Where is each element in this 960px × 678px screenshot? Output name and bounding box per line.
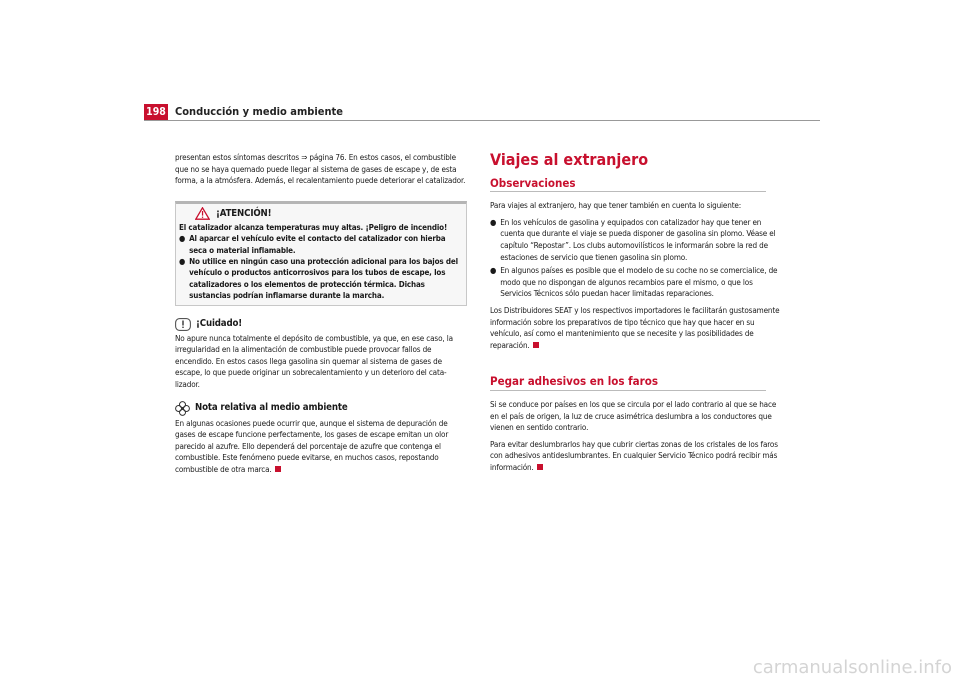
warning-lead: El catalizador alcanza temperaturas muy altas. ¡Peligro de incendio! [179,222,448,232]
end-mark-icon [275,466,281,472]
header-rule [144,120,820,121]
left-column [175,152,467,481]
caution-exclamation-icon [175,318,191,331]
page-header-title: Conducción y medio ambiente [175,105,343,118]
caution-text: No apure nunca totalmente el depósito de combustible, ya que, en ese caso, la irregularidad en la alimentación de combustible puede provocar fallos de encendido. En estos casos llega gasolina sin quemar al sistema de gases de escape, lo que puede originar un sobrecalentamiento y un deterioro del catalizador. [175,332,453,389]
warning-item: ● No utilice en ningún caso una protección adicional para los bajos del vehículo o productos anticorrosivos para los tubos de escape, los catalizadores o los elementos de protección térmica. Dichas sustancias podrían inflamarse durante la marcha. [179,257,458,301]
adhesivos-paragraph-1: Si se conduce por países en los que se circula por el lado contrario al que se hace en el país de origen, la luz de cruce asimétrica deslumbra a los conductores que vienen en sentido contrario. [490,398,777,433]
subsection-heading-observaciones: Observaciones [490,178,766,193]
end-mark-icon [537,464,543,470]
watermark: carmanualsonline.info [752,657,952,678]
environment-text: En algunas ocasiones puede ocurrir que, aunque el sistema de depuración de gases de escape funcione perfectamente, los gases de escape emitan un olor parecido al azufre. Ello dependerá del porcentaje de azufre que contenga el combustible. Este fenómeno puede evitarse, en muchos casos, repostando combustible de otra marca. [175,417,449,474]
section-heading: Viajes al extranjero [490,150,649,169]
warning-item: ● Al aparcar el vehículo evite el contacto del catalizador con hierba seca o material inflamable. [179,234,446,255]
subsection-heading-adhesivos: Pegar adhesivos en los faros [490,376,766,391]
intro-paragraph: presentan estos síntomas descritos ⇒ página 76. En estos casos, el combustible que no se haya quemado puede llegar al sistema de gases de escape y, de esta forma, a la atmósfera. Además, el recalentamiento puede deteriorar el catalizador. [175,152,466,186]
observaciones-item: ● En los vehículos de gasolina y equipados con catalizador hay que tener en cuenta que durante el viaje se pueda disponer de gasolina sin plomo. Véase el capítulo “Repostar”. Los clubs automovilísticos le informarán sobre la red de estaciones de servicio que tienen gasolina sin plomo. [490,216,776,262]
adhesivos-paragraph-2: Para evitar deslumbrarlos hay que cubrir ciertas zonas de los cristales de los faros con adhesivos antideslumbrantes. En cualquier Servicio Técnico podrá recibir más información. [490,438,778,472]
warning-title: ¡ATENCIÓN! [195,207,462,220]
warning-triangle-icon [195,207,210,220]
environment-title: Nota relativa al medio ambiente [175,401,467,416]
observaciones-item: ● En algunos países es posible que el modelo de su coche no se comercialice, de modo que no dispongan de algunos recambios pare el mismo, o que los Servicios Técnicos sólo puedan hacer limitadas reparaciones. [490,265,778,299]
warning-box [175,201,467,306]
observaciones-outro: Los Distribuidores SEAT y los respectivos importadores le facilitarán gustosamente información sobre los preparativos de tipo técnico que hay que hacer en su vehículo, así como el mantenimiento que se necesite y las posibilidades de reparación. [490,304,780,350]
caution-title: ¡Cuidado! [175,318,467,331]
page-number: 198 [144,104,168,121]
end-mark-icon [533,342,539,348]
flower-environment-icon [175,401,190,416]
observaciones-intro: Para viajes al extranjero, hay que tener también en cuenta lo siguiente: [490,200,742,211]
right-column [490,152,782,478]
